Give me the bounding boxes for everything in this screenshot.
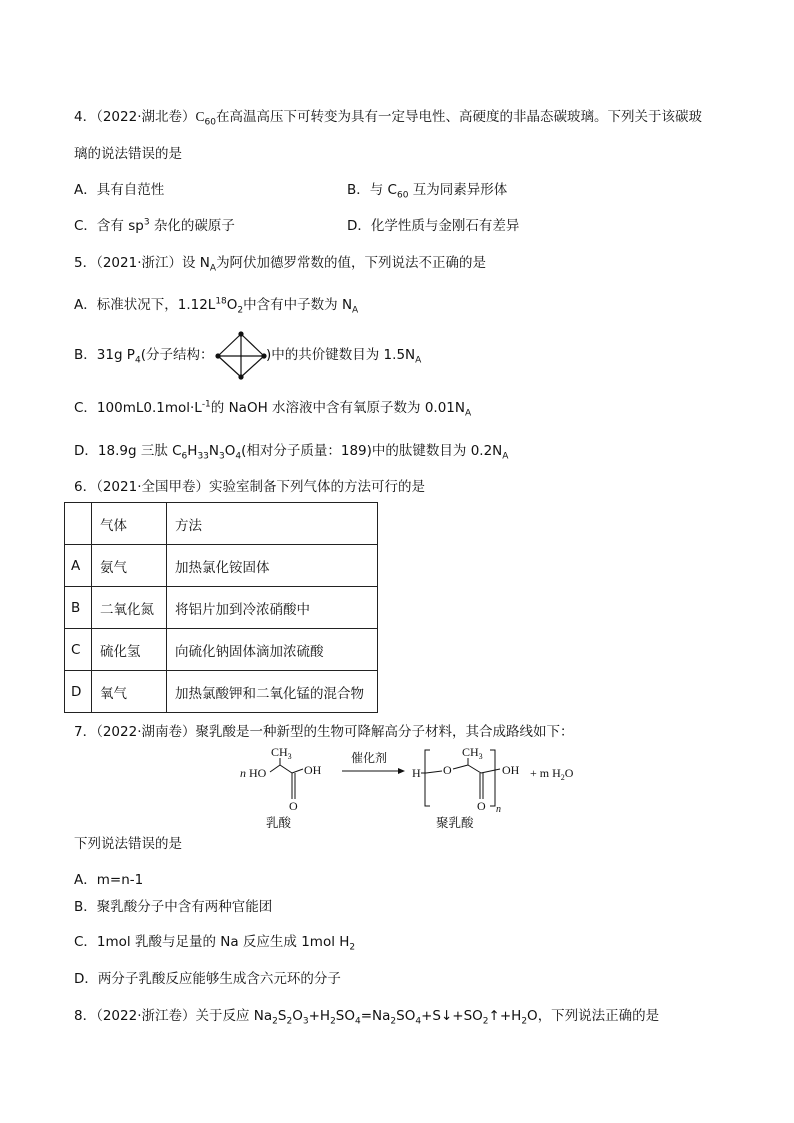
q5-stem: 5．（2021·浙江）设 $N_A$为阿伏加德罗常数的值，下列说法不正确的是 xyxy=(74,255,487,274)
q8-number: 8． xyxy=(74,1008,97,1024)
label-polylactic-acid: 聚乳酸 xyxy=(436,816,474,830)
table-cell: 加热氯化铵固体 xyxy=(167,545,378,587)
table-row xyxy=(65,629,378,671)
scheme-o-left: O xyxy=(289,799,298,813)
q7-number: 7． xyxy=(74,724,97,740)
table-cell: 二氧化氮 xyxy=(92,587,167,629)
scheme-sub-n: n xyxy=(496,804,501,815)
table-cell: C xyxy=(65,629,92,671)
table-cell: 加热氯酸钾和二氧化锰的混合物 xyxy=(167,671,378,713)
q7-stem: 7．（2022·湖南卷）聚乳酸是一种新型的生物可降解高分子材料，其合成路线如下： xyxy=(74,724,574,740)
table-header-cell: 方法 xyxy=(167,503,378,545)
table-cell: B xyxy=(65,587,92,629)
q4-stem-text: 在高温高压下可转变为具有一定导电性、高硬度的非晶态碳玻璃。下列关于该碳玻 xyxy=(215,109,702,125)
scheme-coef-n: n xyxy=(240,766,246,780)
table-cell: 硫化氢 xyxy=(92,629,167,671)
q4-source: （2022·湖北卷） xyxy=(96,109,196,125)
scheme-o-chain: O xyxy=(443,763,452,777)
table-header-row xyxy=(65,503,378,545)
q6-gas-table xyxy=(64,502,378,713)
label-lactic-acid: 乳酸 xyxy=(266,816,292,830)
table-cell: 氨气 xyxy=(92,545,167,587)
q7-option-a: A．m=n-1 xyxy=(74,872,144,888)
table-header-cell: 气体 xyxy=(92,503,167,545)
scheme-ch3-right: $CH_3$ xyxy=(462,745,483,761)
q7-option-c: C．1mol 乳酸与足量的 Na 反应生成 1mol $H_2$ xyxy=(74,934,356,953)
table-cell: 氧气 xyxy=(92,671,167,713)
q4-option-a: A．具有自范性 xyxy=(74,182,165,198)
reaction-arrowhead xyxy=(398,768,405,774)
scheme-o-right: O xyxy=(477,799,486,813)
q4-stem-line2: 璃的说法错误的是 xyxy=(74,146,182,162)
scheme-h: H xyxy=(412,766,421,780)
q4-option-d: D．化学性质与金刚石有差异 xyxy=(347,218,520,234)
lactic-acid-bonds xyxy=(270,758,303,799)
scheme-oh-right: OH xyxy=(502,763,520,777)
scheme-ho: HO xyxy=(249,766,267,780)
scheme-oh-left: OH xyxy=(304,763,322,777)
scheme-catalyst: 催化剂 xyxy=(351,751,388,765)
q4-formula-sub: 60 xyxy=(204,117,216,128)
q5-option-c: C．$100mL0.1mol\cdot L^{-1}$的 NaOH 水溶液中含有氧原子数为 $0.01N_A$ xyxy=(74,399,472,419)
q4-formula-c: C xyxy=(195,109,205,124)
table-row xyxy=(65,545,378,587)
polylactic-acid-synthesis-scheme xyxy=(240,744,610,830)
q7-option-b: B．聚乳酸分子中含有两种官能团 xyxy=(74,899,273,915)
q4-option-b: B．与 $C_{60}$ 互为同素异形体 xyxy=(347,182,508,201)
bracket-left xyxy=(425,750,430,806)
q8-stem: 8．（2022·浙江卷）关于反应 $Na_2S_2O_3+H_2SO_4=Na_2SO_4+S↓+SO_2↑+H_2O$，下列说法正确的是 xyxy=(74,1008,660,1027)
scheme-ch3-left: $CH_3$ xyxy=(271,745,292,761)
q7-source: （2022·湖南卷） xyxy=(96,724,196,740)
table-cell: 向硫化钠固体滴加浓硫酸 xyxy=(167,629,378,671)
q7-option-d: D．两分子乳酸反应能够生成含六元环的分子 xyxy=(74,971,341,987)
q8-source: （2022·浙江卷） xyxy=(96,1008,196,1024)
polylactic-acid-bonds xyxy=(421,750,500,806)
bracket-right xyxy=(490,750,495,806)
table-cell: 将铝片加到冷浓硝酸中 xyxy=(167,587,378,629)
q7-question: 下列说法错误的是 xyxy=(74,836,182,852)
table-cell: A xyxy=(65,545,92,587)
table-header-cell xyxy=(65,503,92,545)
scheme-water: + m $H_2O$ xyxy=(530,766,574,782)
q5-option-b: B．31g $P_4$(分子结构： xyxy=(74,347,214,366)
q6-stem: 6．（2021·全国甲卷）实验室制备下列气体的方法可行的是 xyxy=(74,479,425,495)
q5-number: 5． xyxy=(74,255,97,271)
q4-option-c: C．含有 $sp^3$ 杂化的碳原子 xyxy=(74,217,235,234)
p4-tetrahedron-structure xyxy=(214,331,268,381)
q6-source: （2021·全国甲卷） xyxy=(96,479,209,495)
q5-source: （2021·浙江） xyxy=(96,255,182,271)
q6-number: 6． xyxy=(74,479,97,495)
q4-stem-line1 xyxy=(74,108,702,126)
q5-option-d: D．18.9g 三肽 $C_6H_{33}N_3O_4$(相对分子质量：189)中的肽键数目为 $0.2N_A$ xyxy=(74,443,509,462)
q4-number: 4． xyxy=(74,109,97,125)
table-row xyxy=(65,671,378,713)
table-cell: D xyxy=(65,671,92,713)
q5-option-b-tail: )中的共价键数目为 $1.5N_A$ xyxy=(266,347,422,366)
q5-option-a: A．标准状况下，$1.12L^{18}O_2$中含有中子数为 $N_A$ xyxy=(74,296,359,316)
table-row xyxy=(65,587,378,629)
